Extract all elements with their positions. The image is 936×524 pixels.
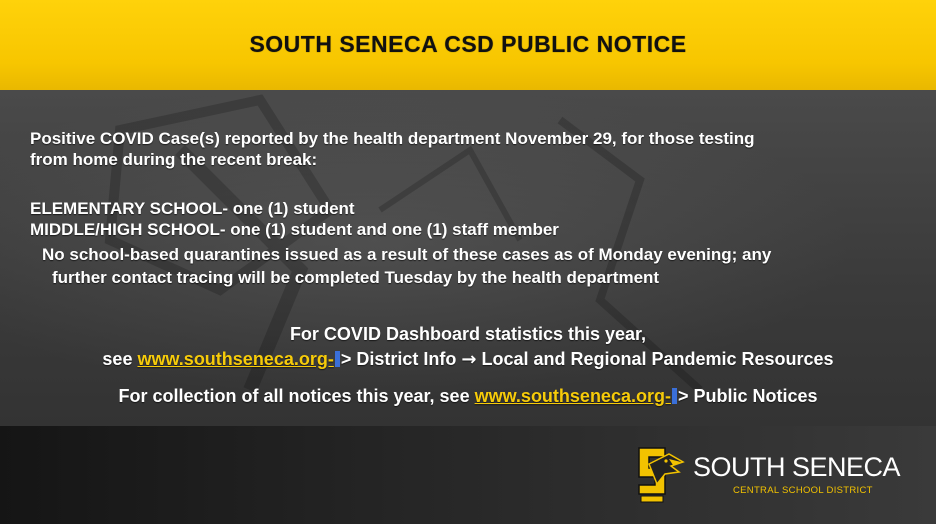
page-title: SOUTH SENECA CSD PUBLIC NOTICE <box>249 30 687 57</box>
text-cursor-icon <box>672 388 677 404</box>
notices-suffix: > Public Notices <box>677 386 818 406</box>
notices-prefix: For collection of all notices this year, see <box>118 386 475 406</box>
logo-subtitle: CENTRAL SCHOOL DISTRICT <box>733 485 873 496</box>
notices-line <box>0 386 936 407</box>
dashboard-path-2: Local and Regional Pandemic Resources <box>476 349 834 369</box>
middle-high-cases: MIDDLE/HIGH SCHOOL- one (1) student and one (1) staff member <box>30 220 559 239</box>
header-banner <box>0 0 936 90</box>
intro-line-2: from home during the recent break: <box>30 150 318 169</box>
quarantine-line-1: No school-based quarantines issued as a result of these cases as of Monday evening; any <box>42 245 772 264</box>
right-arrow-icon: → <box>461 349 477 370</box>
logo-name: SOUTH SENECA <box>693 452 901 482</box>
elementary-cases: ELEMENTARY SCHOOL- one (1) student <box>30 199 355 218</box>
text-cursor-icon <box>335 351 340 367</box>
eagle-ss-logo-icon <box>635 444 685 504</box>
intro-line-1: Positive COVID Case(s) reported by the health department November 29, for those testing <box>30 129 755 148</box>
dashboard-prefix: see <box>102 349 138 369</box>
dashboard-path-1: > District Info <box>340 349 462 369</box>
district-logo <box>635 444 915 504</box>
dashboard-line-2 <box>0 349 936 370</box>
quarantine-line-2: further contact tracing will be completed Tuesday by the health department <box>52 268 660 287</box>
notices-website-link[interactable]: www.southseneca.org- <box>474 386 671 406</box>
dashboard-website-link[interactable]: www.southseneca.org- <box>137 349 334 369</box>
notice-body <box>0 90 936 426</box>
dashboard-line-1: For COVID Dashboard statistics this year, <box>289 324 647 344</box>
